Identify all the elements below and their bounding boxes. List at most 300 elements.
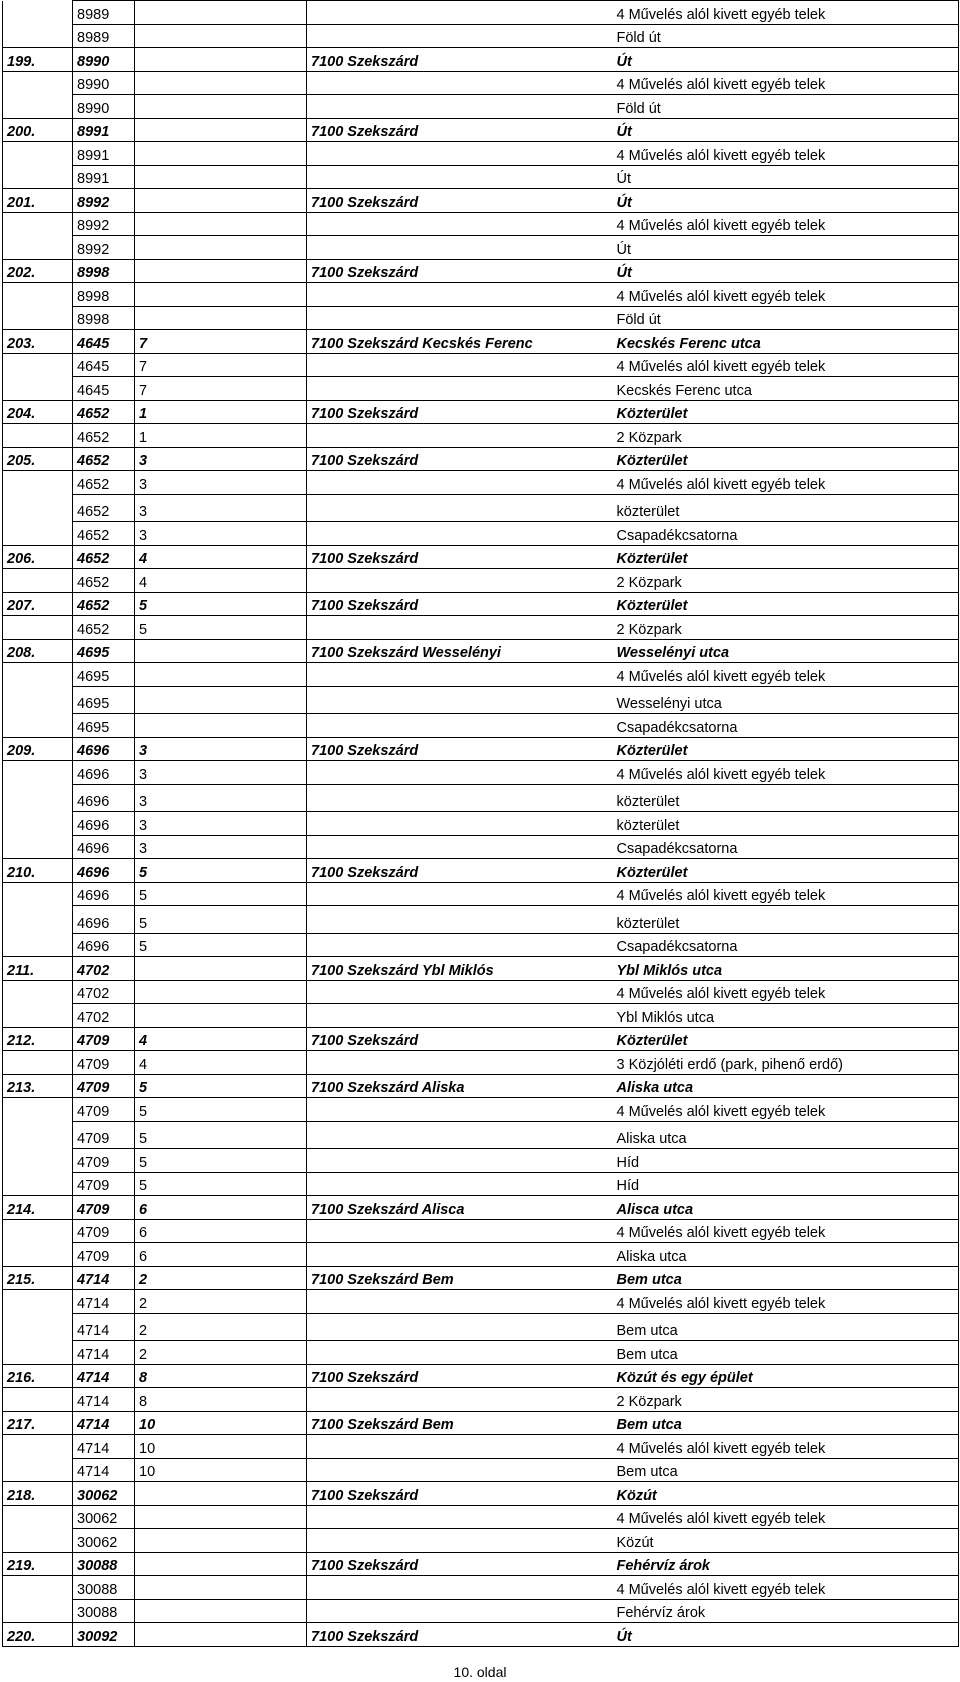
row-number-cell [3, 1529, 73, 1553]
row-number-cell: 215. [3, 1266, 73, 1290]
description-cell: 4 Művelés alól kivett egyéb telek [613, 471, 959, 495]
table-row [3, 1341, 959, 1365]
address-cell [307, 494, 613, 522]
description-cell: Közút [613, 1482, 959, 1506]
table-row-main [3, 259, 959, 283]
description-cell: Aliska utca [613, 1121, 959, 1149]
property-table-body [3, 1, 959, 1647]
description-cell: Fehérvíz árok [613, 1599, 959, 1623]
description-cell: Fehérvíz árok [613, 1552, 959, 1576]
address-cell [307, 1004, 613, 1028]
row-number-cell: 219. [3, 1552, 73, 1576]
address-cell [307, 933, 613, 957]
parcel-number-cell: 4652 [73, 616, 135, 640]
row-number-cell [3, 1290, 73, 1314]
row-number-cell: 207. [3, 592, 73, 616]
sub-number-cell: 3 [135, 737, 307, 761]
row-number-cell [3, 1051, 73, 1075]
row-number-cell: 205. [3, 447, 73, 471]
description-cell: Út [613, 189, 959, 213]
row-number-cell [3, 663, 73, 687]
table-row-main [3, 400, 959, 424]
table-row [3, 424, 959, 448]
parcel-number-cell: 8991 [73, 118, 135, 142]
address-cell [307, 377, 613, 401]
address-cell: 7100 Szekszárd Kecskés Ferenc [307, 330, 613, 354]
table-row [3, 1599, 959, 1623]
table-row-main [3, 1196, 959, 1220]
description-cell: 4 Művelés alól kivett egyéb telek [613, 212, 959, 236]
sub-number-cell: 5 [135, 859, 307, 883]
sub-number-cell: 3 [135, 812, 307, 836]
parcel-number-cell: 30088 [73, 1576, 135, 1600]
sub-number-cell: 3 [135, 494, 307, 522]
address-cell [307, 714, 613, 738]
sub-number-cell [135, 95, 307, 119]
sub-number-cell: 10 [135, 1411, 307, 1435]
table-row [3, 812, 959, 836]
row-number-cell [3, 424, 73, 448]
parcel-number-cell: 4652 [73, 545, 135, 569]
parcel-number-cell: 4652 [73, 424, 135, 448]
address-cell: 7100 Szekszárd [307, 1623, 613, 1647]
sub-number-cell [135, 306, 307, 330]
row-number-cell [3, 980, 73, 1004]
table-row [3, 906, 959, 934]
sub-number-cell: 7 [135, 377, 307, 401]
row-number-cell [3, 1172, 73, 1196]
parcel-number-cell: 4696 [73, 761, 135, 785]
description-cell: közterület [613, 906, 959, 934]
description-cell: Bem utca [613, 1313, 959, 1341]
parcel-number-cell: 30062 [73, 1529, 135, 1553]
parcel-number-cell: 4714 [73, 1341, 135, 1365]
address-cell [307, 1435, 613, 1459]
row-number-cell [3, 882, 73, 906]
address-cell: 7100 Szekszárd Aliska [307, 1074, 613, 1098]
parcel-number-cell: 4695 [73, 714, 135, 738]
description-cell: 4 Művelés alól kivett egyéb telek [613, 1576, 959, 1600]
description-cell: Föld út [613, 306, 959, 330]
description-cell: Bem utca [613, 1458, 959, 1482]
description-cell: Aliska utca [613, 1074, 959, 1098]
sub-number-cell [135, 165, 307, 189]
description-cell: 2 Közpark [613, 424, 959, 448]
sub-number-cell: 4 [135, 569, 307, 593]
sub-number-cell: 3 [135, 761, 307, 785]
description-cell: Közterület [613, 545, 959, 569]
table-row [3, 71, 959, 95]
sub-number-cell: 5 [135, 933, 307, 957]
address-cell [307, 1599, 613, 1623]
description-cell: Közterület [613, 1027, 959, 1051]
parcel-number-cell: 4652 [73, 569, 135, 593]
sub-number-cell: 4 [135, 1027, 307, 1051]
address-cell [307, 424, 613, 448]
address-cell [307, 882, 613, 906]
parcel-number-cell: 4696 [73, 859, 135, 883]
table-row [3, 1219, 959, 1243]
description-cell: 2 Közpark [613, 616, 959, 640]
parcel-number-cell: 4695 [73, 639, 135, 663]
row-number-cell [3, 1341, 73, 1365]
parcel-number-cell: 4709 [73, 1027, 135, 1051]
address-cell [307, 1505, 613, 1529]
parcel-number-cell: 4695 [73, 686, 135, 714]
table-row [3, 714, 959, 738]
address-cell: 7100 Szekszárd [307, 1364, 613, 1388]
parcel-number-cell: 4714 [73, 1364, 135, 1388]
description-cell: Csapadékcsatorna [613, 835, 959, 859]
address-cell [307, 24, 613, 48]
address-cell [307, 1098, 613, 1122]
table-row [3, 1505, 959, 1529]
table-row-main [3, 1364, 959, 1388]
row-number-cell [3, 1576, 73, 1600]
description-cell: Út [613, 118, 959, 142]
parcel-number-cell: 8990 [73, 95, 135, 119]
parcel-number-cell: 8992 [73, 189, 135, 213]
parcel-number-cell: 8992 [73, 236, 135, 260]
sub-number-cell [135, 212, 307, 236]
address-cell [307, 236, 613, 260]
description-cell: közterület [613, 812, 959, 836]
row-number-cell [3, 835, 73, 859]
sub-number-cell [135, 259, 307, 283]
row-number-cell: 213. [3, 1074, 73, 1098]
table-row [3, 494, 959, 522]
table-row [3, 1, 959, 25]
description-cell: Út [613, 1623, 959, 1647]
address-cell [307, 784, 613, 812]
row-number-cell [3, 283, 73, 307]
description-cell: 2 Közpark [613, 569, 959, 593]
description-cell: 4 Művelés alól kivett egyéb telek [613, 1219, 959, 1243]
parcel-number-cell: 8998 [73, 306, 135, 330]
description-cell: közterület [613, 494, 959, 522]
address-cell: 7100 Szekszárd [307, 400, 613, 424]
row-number-cell: 201. [3, 189, 73, 213]
row-number-cell [3, 1599, 73, 1623]
address-cell [307, 1290, 613, 1314]
address-cell [307, 1313, 613, 1341]
row-number-cell [3, 1243, 73, 1267]
address-cell [307, 1576, 613, 1600]
sub-number-cell: 5 [135, 1074, 307, 1098]
address-cell: 7100 Szekszárd [307, 545, 613, 569]
table-row [3, 353, 959, 377]
address-cell [307, 95, 613, 119]
table-row-main [3, 592, 959, 616]
address-cell [307, 1388, 613, 1412]
row-number-cell [3, 569, 73, 593]
sub-number-cell: 6 [135, 1243, 307, 1267]
table-row [3, 1051, 959, 1075]
address-cell [307, 142, 613, 166]
address-cell [307, 522, 613, 546]
parcel-number-cell: 4709 [73, 1196, 135, 1220]
row-number-cell [3, 1149, 73, 1173]
description-cell: Közterület [613, 400, 959, 424]
parcel-number-cell: 4709 [73, 1243, 135, 1267]
address-cell: 7100 Szekszárd [307, 189, 613, 213]
table-row-main [3, 1552, 959, 1576]
row-number-cell [3, 616, 73, 640]
sub-number-cell: 3 [135, 522, 307, 546]
sub-number-cell: 5 [135, 906, 307, 934]
address-cell: 7100 Szekszárd [307, 447, 613, 471]
address-cell: 7100 Szekszárd Ybl Miklós [307, 957, 613, 981]
description-cell: Közterület [613, 859, 959, 883]
table-row [3, 663, 959, 687]
parcel-number-cell: 4696 [73, 784, 135, 812]
parcel-number-cell: 30062 [73, 1505, 135, 1529]
description-cell: 4 Művelés alól kivett egyéb telek [613, 1505, 959, 1529]
table-row [3, 980, 959, 1004]
row-number-cell: 217. [3, 1411, 73, 1435]
sub-number-cell [135, 1, 307, 25]
address-cell [307, 1121, 613, 1149]
table-row [3, 1388, 959, 1412]
sub-number-cell: 2 [135, 1341, 307, 1365]
row-number-cell [3, 24, 73, 48]
parcel-number-cell: 4696 [73, 933, 135, 957]
table-row [3, 1243, 959, 1267]
sub-number-cell [135, 1576, 307, 1600]
sub-number-cell [135, 1623, 307, 1647]
row-number-cell [3, 236, 73, 260]
sub-number-cell: 7 [135, 353, 307, 377]
parcel-number-cell: 8998 [73, 283, 135, 307]
address-cell [307, 1149, 613, 1173]
sub-number-cell [135, 714, 307, 738]
description-cell: Út [613, 236, 959, 260]
table-row [3, 283, 959, 307]
row-number-cell: 200. [3, 118, 73, 142]
table-row-main [3, 330, 959, 354]
sub-number-cell: 5 [135, 592, 307, 616]
sub-number-cell: 8 [135, 1364, 307, 1388]
sub-number-cell [135, 639, 307, 663]
row-number-cell: 212. [3, 1027, 73, 1051]
table-row [3, 1529, 959, 1553]
table-row-main [3, 1482, 959, 1506]
row-number-cell [3, 377, 73, 401]
row-number-cell [3, 1435, 73, 1459]
row-number-cell [3, 1, 73, 25]
address-cell: 7100 Szekszárd [307, 1482, 613, 1506]
sub-number-cell [135, 1004, 307, 1028]
row-number-cell: 206. [3, 545, 73, 569]
row-number-cell [3, 522, 73, 546]
parcel-number-cell: 4709 [73, 1074, 135, 1098]
description-cell: 4 Művelés alól kivett egyéb telek [613, 882, 959, 906]
row-number-cell [3, 933, 73, 957]
table-row [3, 1290, 959, 1314]
description-cell: Ybl Miklós utca [613, 957, 959, 981]
address-cell: 7100 Szekszárd [307, 737, 613, 761]
sub-number-cell [135, 1505, 307, 1529]
table-row [3, 1149, 959, 1173]
address-cell [307, 569, 613, 593]
description-cell: Közút és egy épület [613, 1364, 959, 1388]
parcel-number-cell: 4714 [73, 1435, 135, 1459]
description-cell: Út [613, 259, 959, 283]
table-row-main [3, 545, 959, 569]
address-cell: 7100 Szekszárd Alisca [307, 1196, 613, 1220]
description-cell: Közterület [613, 592, 959, 616]
row-number-cell [3, 1121, 73, 1149]
parcel-number-cell: 8991 [73, 165, 135, 189]
sub-number-cell: 7 [135, 330, 307, 354]
description-cell: Híd [613, 1149, 959, 1173]
table-row [3, 882, 959, 906]
row-number-cell [3, 686, 73, 714]
description-cell: Csapadékcsatorna [613, 714, 959, 738]
address-cell [307, 616, 613, 640]
row-number-cell: 199. [3, 48, 73, 72]
address-cell [307, 686, 613, 714]
table-row-main [3, 48, 959, 72]
description-cell: Közterület [613, 737, 959, 761]
description-cell: 4 Művelés alól kivett egyéb telek [613, 1435, 959, 1459]
table-row [3, 1576, 959, 1600]
row-number-cell [3, 212, 73, 236]
row-number-cell [3, 1313, 73, 1341]
row-number-cell [3, 761, 73, 785]
description-cell: Bem utca [613, 1411, 959, 1435]
parcel-number-cell: 8998 [73, 259, 135, 283]
parcel-number-cell: 4696 [73, 906, 135, 934]
address-cell: 7100 Szekszárd [307, 859, 613, 883]
parcel-number-cell: 4702 [73, 980, 135, 1004]
parcel-number-cell: 4645 [73, 377, 135, 401]
description-cell: 4 Művelés alól kivett egyéb telek [613, 1290, 959, 1314]
parcel-number-cell: 8989 [73, 24, 135, 48]
parcel-number-cell: 8992 [73, 212, 135, 236]
parcel-number-cell: 4714 [73, 1411, 135, 1435]
sub-number-cell [135, 24, 307, 48]
address-cell [307, 1529, 613, 1553]
description-cell: Út [613, 48, 959, 72]
sub-number-cell: 10 [135, 1435, 307, 1459]
sub-number-cell: 5 [135, 1149, 307, 1173]
row-number-cell: 208. [3, 639, 73, 663]
description-cell: Bem utca [613, 1341, 959, 1365]
row-number-cell [3, 812, 73, 836]
sub-number-cell [135, 189, 307, 213]
description-cell: Csapadékcsatorna [613, 522, 959, 546]
sub-number-cell: 6 [135, 1219, 307, 1243]
sub-number-cell [135, 1552, 307, 1576]
sub-number-cell: 5 [135, 1098, 307, 1122]
parcel-number-cell: 4696 [73, 812, 135, 836]
parcel-number-cell: 30088 [73, 1552, 135, 1576]
row-number-cell: 210. [3, 859, 73, 883]
address-cell: 7100 Szekszárd [307, 118, 613, 142]
table-row-main [3, 118, 959, 142]
description-cell: közterület [613, 784, 959, 812]
row-number-cell [3, 1505, 73, 1529]
address-cell [307, 761, 613, 785]
address-cell [307, 906, 613, 934]
address-cell: 7100 Szekszárd [307, 1027, 613, 1051]
parcel-number-cell: 4696 [73, 835, 135, 859]
row-number-cell [3, 1388, 73, 1412]
description-cell: Kecskés Ferenc utca [613, 377, 959, 401]
address-cell [307, 71, 613, 95]
description-cell: 4 Művelés alól kivett egyéb telek [613, 1, 959, 25]
sub-number-cell: 4 [135, 1051, 307, 1075]
table-row [3, 616, 959, 640]
table-row [3, 835, 959, 859]
parcel-number-cell: 4714 [73, 1290, 135, 1314]
address-cell [307, 663, 613, 687]
table-row [3, 933, 959, 957]
address-cell [307, 212, 613, 236]
row-number-cell [3, 494, 73, 522]
description-cell: 4 Művelés alól kivett egyéb telek [613, 353, 959, 377]
parcel-number-cell: 4709 [73, 1098, 135, 1122]
table-row-main [3, 639, 959, 663]
description-cell: 4 Művelés alól kivett egyéb telek [613, 142, 959, 166]
address-cell: 7100 Szekszárd Bem [307, 1411, 613, 1435]
address-cell [307, 353, 613, 377]
row-number-cell [3, 165, 73, 189]
sub-number-cell [135, 71, 307, 95]
table-row-main [3, 859, 959, 883]
table-row [3, 1458, 959, 1482]
table-row [3, 24, 959, 48]
sub-number-cell: 3 [135, 784, 307, 812]
description-cell: Wesselényi utca [613, 639, 959, 663]
parcel-number-cell: 4652 [73, 447, 135, 471]
address-cell [307, 1219, 613, 1243]
table-row [3, 471, 959, 495]
sub-number-cell [135, 1529, 307, 1553]
table-row [3, 236, 959, 260]
sub-number-cell [135, 142, 307, 166]
table-row [3, 1004, 959, 1028]
parcel-number-cell: 4695 [73, 663, 135, 687]
row-number-cell: 216. [3, 1364, 73, 1388]
table-row [3, 1098, 959, 1122]
row-number-cell: 203. [3, 330, 73, 354]
table-row [3, 212, 959, 236]
table-row [3, 761, 959, 785]
sub-number-cell: 1 [135, 424, 307, 448]
sub-number-cell: 8 [135, 1388, 307, 1412]
parcel-number-cell: 4714 [73, 1388, 135, 1412]
parcel-number-cell: 4652 [73, 522, 135, 546]
description-cell: Út [613, 165, 959, 189]
parcel-number-cell: 4709 [73, 1219, 135, 1243]
description-cell: 3 Közjóléti erdő (park, pihenő erdő) [613, 1051, 959, 1075]
parcel-number-cell: 30092 [73, 1623, 135, 1647]
row-number-cell: 218. [3, 1482, 73, 1506]
parcel-number-cell: 4714 [73, 1458, 135, 1482]
row-number-cell [3, 142, 73, 166]
table-row [3, 165, 959, 189]
address-cell [307, 471, 613, 495]
row-number-cell: 220. [3, 1623, 73, 1647]
parcel-number-cell: 30088 [73, 1599, 135, 1623]
parcel-number-cell: 4652 [73, 471, 135, 495]
table-row [3, 1121, 959, 1149]
row-number-cell [3, 1098, 73, 1122]
sub-number-cell: 3 [135, 471, 307, 495]
table-row [3, 784, 959, 812]
